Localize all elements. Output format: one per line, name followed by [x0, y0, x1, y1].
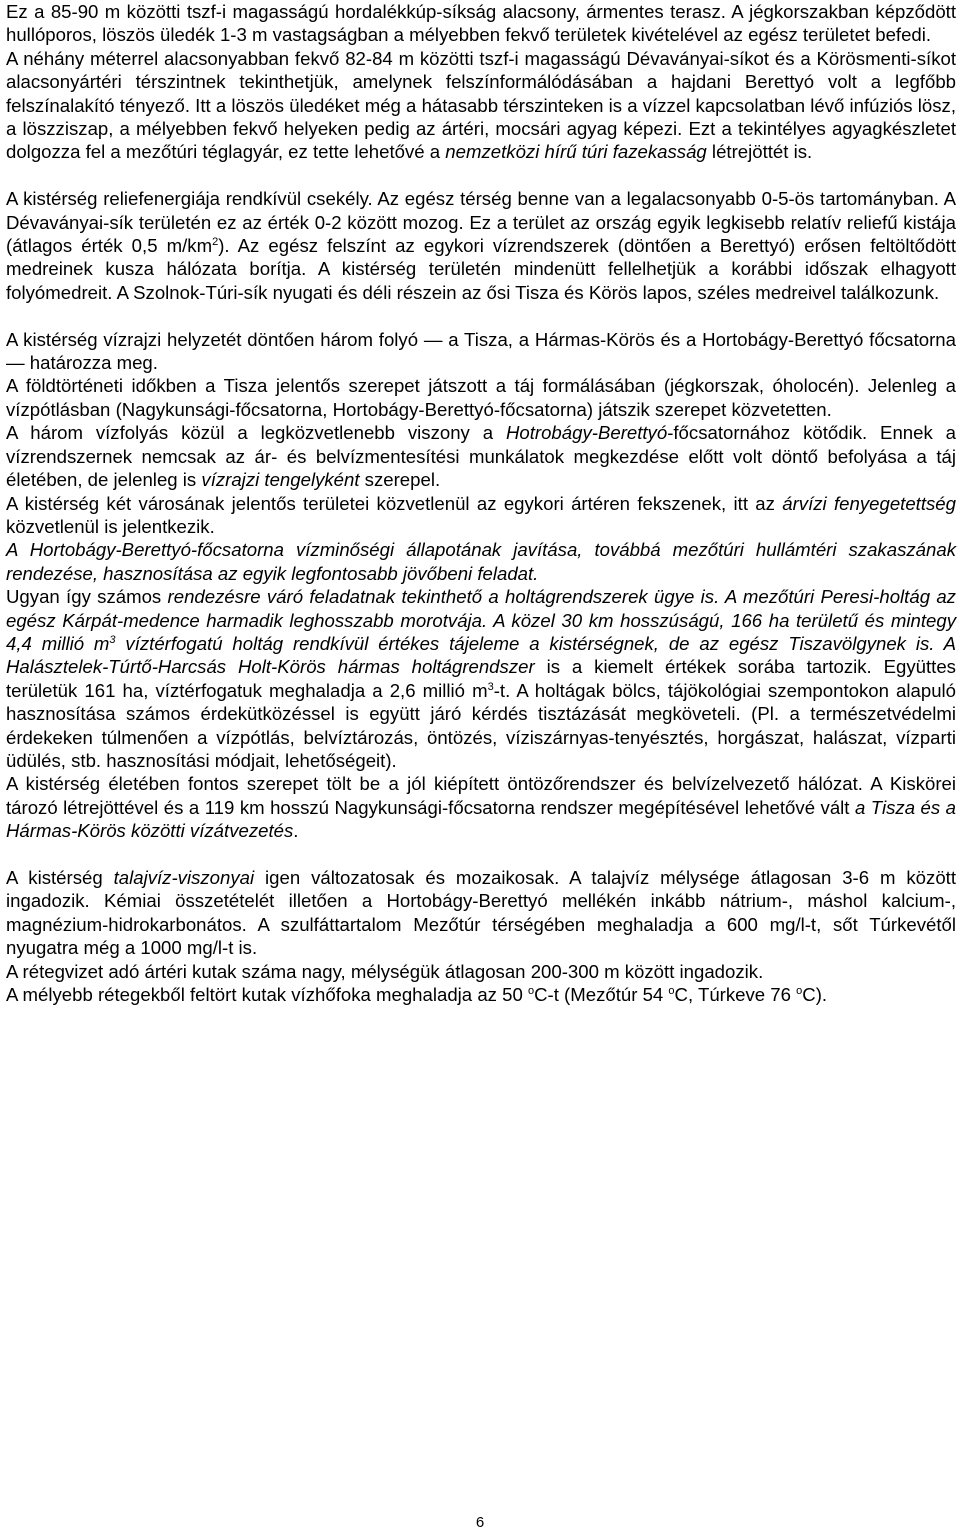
text-run: rendezésre váró feladatnak tekinthető a holtágrendszerek ügye is. A mezőtúri Peresi-holtág az egész Kárpát-medence harmadik leghosszabb morotvája. A közel 30 km hosszúságú, 166 ha területű és mintegy 4,4 millió m	[6, 586, 956, 654]
text-run: ). Az egész felszínt az egykori vízrendszerek (döntően a Berettyó) erősen feltöltődött medreinek kusza hálózata borítja. A kistérség területén mindenütt fellelhetjük a korábbi időszak elhagyott folyómedreit. A Szolnok-Túri-sík nyugati és déli részein az ősi Tisza és Körös lapos, széles medreivel találkozunk.	[6, 235, 956, 303]
paragraph-p4	[6, 328, 956, 375]
text-run: Ugyan így számos	[6, 586, 168, 608]
paragraph-p6	[6, 421, 956, 491]
text-run: A kistérség két városának jelentős területei közvetlenül az egykori ártéren fekszenek, itt az	[6, 492, 783, 514]
text-run: -főcsatornához kötődik. Ennek a vízrendszernek nemcsak az ár- és belvízmentesítési munkálatok megkezdése előtt volt döntő befolyása a táj életében, de jelenleg is	[6, 422, 956, 491]
paragraph-p2	[6, 47, 956, 164]
text-run: C, Túrkeve 76	[674, 984, 797, 1006]
text-run: -t. A holtágak bölcs, tájökológiai szempontokon alapuló hasznosítása számos érdekütközéssel is együtt járó kérdés tisztázását megköveteli. (Pl. a természetvédelmi érdekeken túlmenően a vízpótlás, belvíztározás, öntözés, víziszárnyas-tenyésztés, horgászat, halászat, vízparti üdülés, stb. hasznosítási módjait, lehetőségeit).	[6, 679, 957, 771]
text-run: A kistérség reliefenergiája rendkívül csekély. Az egész térség benne van a legalacsonyabb 0-5-ös tartományban. A Dévaványai-sík területén ez az érték 0-2 között mozog. Ez a terület az ország egyik legkisebb relatív reliefű kistája (átlagos érték 0,5 m/km	[6, 188, 956, 257]
body-text	[6, 0, 956, 1006]
text-run: 2	[212, 235, 219, 248]
text-run: árvízi fenyegetettség	[782, 492, 956, 514]
paragraph-p5	[6, 374, 956, 421]
text-run: Ez a 85-90 m közötti tszf-i magasságú hordalékkúp-síkság alacsony, ármentes terasz. A jégkorszakban képződött hullóporos, löszös üledék 1-3 m vastagságban a mélyebben fekvő területek kivételével az egész területet befedi.	[6, 1, 956, 46]
text-run: víztérfogatú holtág rendkívül értékes tájeleme a kistérségnek, de az egész Tiszavölgynek is. A Halásztelek-Túrtő-Harcsás Holt-Körös hármas holtágrendszer	[6, 632, 957, 678]
text-run: szerepel.	[359, 469, 441, 491]
text-run: nemzetközi hírű túri fazekasság	[445, 141, 707, 163]
paragraph-gap	[6, 304, 956, 327]
text-run: C-t (Mezőtúr 54	[534, 984, 669, 1006]
paragraph-p3	[6, 187, 956, 304]
text-run: A néhány méterrel alacsonyabban fekvő 82-84 m közötti tszf-i magasságú Dévaványai-síkot és a Körösmenti-síkot alacsonyártéri térszintnek tekinthetjük, amelynek felszínformálódásában a hajdani Berettyó volt a legfőbb felszínalakító tényező. Itt a löszös üledéket még a hátasabb térszinteken is a vízzel kapcsolatban lévő infúziós lösz, a löszziszap, a mélyebben fekvő helyeken pedig az ártéri, mocsári agyag képezi. Ezt a tekintélyes agyagkészletet dolgozza fel a mezőtúri téglagyár, ez tette lehetővé a	[6, 47, 956, 163]
text-run: .	[293, 820, 299, 842]
text-run: o	[527, 984, 535, 997]
text-run: A kistérség életében fontos szerepet tölt be a jól kiépített öntözőrendszer és belvízelvezető hálózat. A Kiskörei tározó létrejöttével és a 119 km hosszú Nagykunsági-főcsatorna rendszer megépítésével lehetővé vált	[6, 773, 956, 818]
text-run: 3	[487, 680, 494, 693]
text-run: A kistérség	[6, 866, 114, 888]
paragraph-gap	[6, 843, 956, 866]
paragraph-p13	[6, 983, 956, 1006]
text-run: igen változatosak és mozaikosak. A talajvíz mélysége átlagosan 3-6 m között ingadozik. Kémiai összetételét illetően a Hortobágy-Berettyó mellékén inkább nátrium-, máshol kalcium-, magnézium-hidrokarbonátos. A szulfáttartalom Mezőtúr térségében meghaladja a 600 mg/l-t, sőt Túrkevétől nyugatra még a 1000 mg/l-t is.	[6, 866, 956, 959]
text-run: A földtörténeti időkben a Tisza jelentős szerepet játszott a táj formálásában (jégkorszak, óholocén). Jelenleg a vízpótlásban (Nagykunsági-főcsatorna, Hortobágy-Berettyó-főcsatorna) játszik szerepet közvetetten.	[6, 375, 956, 420]
text-run: a Tisza és a Hármas-Körös közötti vízátvezetés	[6, 796, 956, 842]
text-run: talajvíz-viszonyai	[113, 866, 255, 888]
text-run: o	[668, 984, 675, 997]
paragraph-p10	[6, 772, 956, 842]
text-run: A mélyebb rétegekből feltört kutak vízhőfoka meghaladja az 50	[6, 984, 528, 1006]
text-run: A rétegvizet adó ártéri kutak száma nagy, mélységük átlagosan 200-300 m között ingadozik.	[6, 960, 764, 982]
page-number: 6	[475, 1514, 485, 1531]
text-run: vízrajzi tengelyként	[201, 469, 360, 491]
paragraph-p1	[6, 0, 956, 47]
text-run: is a kiemelt értékek sorába tartozik. Együttes területük 161 ha, víztérfogatuk meghaladja a 2,6 millió m	[6, 656, 956, 701]
text-run: 3	[109, 633, 116, 646]
paragraph-p11	[6, 866, 956, 960]
text-run: A Hortobágy-Berettyó-főcsatorna vízminőségi állapotának javítása, továbbá mezőtúri hullámtéri szakaszának rendezése, hasznosítása az egyik legfontosabb jövőbeni feladat.	[6, 539, 956, 584]
paragraph-p8	[6, 538, 956, 585]
document-page	[6, 0, 956, 1006]
paragraph-p7	[6, 492, 956, 539]
text-run: o	[796, 984, 803, 997]
paragraph-gap	[6, 164, 956, 187]
text-run: A kistérség vízrajzi helyzetét döntően három folyó — a Tisza, a Hármas-Körös és a Hortobágy-Berettyó főcsatorna — határozza meg.	[6, 328, 956, 374]
text-run: A három vízfolyás közül a legközvetlenebb viszony a	[6, 422, 506, 444]
text-run: C).	[802, 984, 828, 1006]
text-run: közvetlenül is jelentkezik.	[6, 515, 215, 537]
text-run: Hotrobágy-Berettyó	[505, 422, 668, 444]
paragraph-p9	[6, 585, 956, 772]
paragraph-p12	[6, 960, 956, 983]
text-run: létrejöttét is.	[706, 141, 813, 163]
